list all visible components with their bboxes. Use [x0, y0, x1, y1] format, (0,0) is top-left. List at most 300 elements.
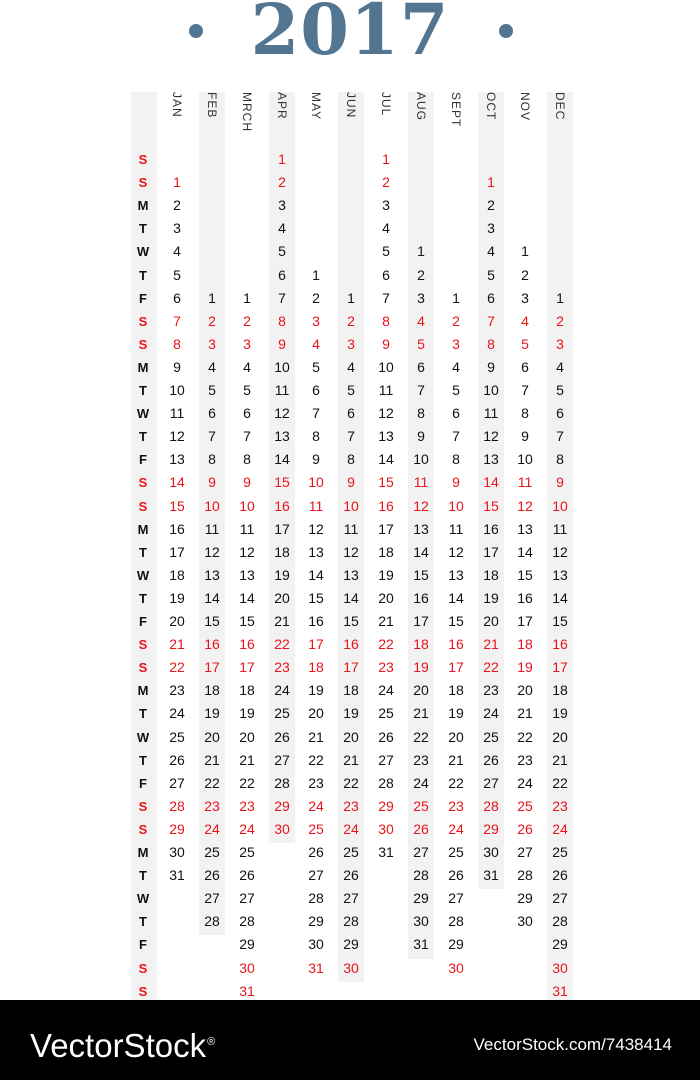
- weekday-label: M: [137, 845, 149, 860]
- day-cell: 21: [169, 636, 185, 653]
- day-cell: 27: [448, 890, 464, 907]
- day-cell: 18: [308, 659, 324, 676]
- day-cell: 31: [239, 982, 255, 999]
- day-cell: 4: [382, 220, 390, 237]
- day-cell: 15: [204, 613, 220, 629]
- day-cell: 1: [556, 289, 564, 306]
- day-cell: 25: [274, 705, 290, 722]
- day-cell: 21: [378, 613, 394, 629]
- day-cell: 29: [343, 936, 359, 953]
- day-cell: 24: [517, 774, 533, 791]
- day-cell: 19: [448, 705, 464, 722]
- day-cell: 7: [243, 428, 251, 445]
- day-cell: 5: [208, 382, 216, 398]
- day-cell: 29: [274, 797, 290, 814]
- day-cell: 14: [239, 589, 255, 606]
- day-cell: 25: [517, 797, 533, 814]
- day-cell: 16: [274, 497, 290, 514]
- day-cell: 15: [343, 613, 359, 629]
- weekday-label: M: [137, 521, 149, 537]
- weekday-label: T: [139, 544, 147, 560]
- day-cell: 29: [169, 820, 185, 837]
- day-cell: 12: [169, 428, 185, 445]
- day-cell: 12: [378, 405, 394, 422]
- day-cell: 15: [483, 497, 499, 514]
- day-cell: 7: [556, 428, 564, 445]
- day-cell: 27: [169, 774, 185, 791]
- day-cell: 7: [417, 382, 425, 398]
- day-cell: 2: [173, 197, 181, 214]
- day-cell: 6: [452, 405, 460, 422]
- day-cell: 26: [517, 820, 533, 837]
- day-cell: 28: [517, 867, 533, 884]
- day-cell: 8: [243, 451, 251, 468]
- day-cell: 23: [169, 682, 185, 699]
- day-cell: 23: [483, 682, 499, 699]
- day-cell: 14: [378, 451, 394, 468]
- day-cell: 17: [239, 659, 255, 676]
- day-cell: 28: [378, 774, 394, 791]
- day-cell: 9: [243, 474, 251, 491]
- weekday-label: S: [138, 498, 148, 514]
- day-cell: 29: [517, 890, 533, 907]
- day-cell: 28: [483, 797, 499, 814]
- day-cell: 13: [169, 451, 185, 468]
- day-cell: 19: [378, 566, 394, 583]
- weekday-label: F: [139, 290, 147, 306]
- day-cell: 4: [417, 312, 425, 329]
- day-cell: 10: [204, 497, 220, 514]
- day-cell: 21: [308, 728, 324, 745]
- day-cell: 23: [413, 751, 429, 768]
- day-cell: 11: [204, 520, 220, 537]
- day-cell: 16: [378, 497, 394, 514]
- day-cell: 24: [378, 682, 394, 699]
- day-cell: 21: [413, 705, 429, 722]
- day-cell: 9: [452, 474, 460, 491]
- day-cell: 25: [448, 844, 464, 860]
- day-cell: 25: [204, 844, 220, 860]
- day-cell: 30: [239, 959, 255, 976]
- day-cell: 12: [274, 405, 290, 422]
- day-cell: 21: [343, 751, 359, 768]
- day-cell: 12: [517, 497, 533, 514]
- day-cell: 5: [382, 243, 390, 260]
- day-cell: 4: [312, 335, 320, 352]
- day-cell: 2: [278, 174, 286, 191]
- day-cell: 26: [169, 751, 185, 768]
- day-cell: 15: [552, 613, 568, 629]
- day-cell: 10: [448, 497, 464, 514]
- day-cell: 31: [378, 844, 394, 860]
- day-cell: 20: [378, 589, 394, 606]
- day-cell: 28: [552, 913, 568, 930]
- day-cell: 4: [452, 358, 460, 375]
- day-cell: 3: [521, 289, 529, 306]
- day-cell: 26: [343, 867, 359, 884]
- day-cell: 28: [274, 774, 290, 791]
- weekday-label: S: [138, 960, 148, 976]
- day-cell: 23: [378, 659, 394, 676]
- day-cell: 14: [343, 589, 359, 606]
- day-cell: 20: [308, 705, 324, 722]
- day-cell: 6: [487, 289, 495, 306]
- day-cell: 8: [487, 335, 495, 352]
- weekday-label: S: [138, 637, 148, 653]
- day-cell: 26: [483, 751, 499, 768]
- day-cell: 24: [204, 820, 220, 837]
- day-cell: 20: [552, 728, 568, 745]
- watermark-footer: [0, 1000, 700, 1080]
- day-cell: 6: [278, 266, 286, 283]
- day-cell: 7: [278, 289, 286, 306]
- day-cell: 16: [204, 636, 220, 653]
- weekday-label: S: [138, 336, 148, 352]
- day-cell: 5: [347, 382, 355, 398]
- day-cell: 2: [556, 312, 564, 329]
- weekday-label: T: [139, 383, 147, 398]
- day-cell: 8: [556, 451, 564, 468]
- day-cell: 30: [378, 820, 394, 837]
- day-cell: 11: [169, 405, 185, 422]
- day-cell: 26: [239, 867, 255, 884]
- day-cell: 19: [204, 705, 220, 722]
- day-cell: 30: [552, 959, 568, 976]
- day-cell: 17: [343, 659, 359, 676]
- day-cell: 13: [343, 566, 359, 583]
- day-cell: 5: [556, 382, 564, 398]
- day-cell: 11: [308, 497, 324, 514]
- day-cell: 4: [521, 312, 529, 329]
- day-cell: 15: [274, 474, 290, 491]
- month-header-mrch: MRCH: [240, 92, 254, 132]
- day-cell: 20: [239, 728, 255, 745]
- day-cell: 26: [204, 867, 220, 884]
- day-cell: 9: [417, 428, 425, 445]
- weekday-label: W: [136, 244, 150, 260]
- day-cell: 17: [274, 520, 290, 537]
- brand-name: VectorStock: [30, 1027, 207, 1064]
- day-cell: 11: [448, 520, 464, 537]
- day-cell: 24: [448, 820, 464, 837]
- day-cell: 2: [417, 266, 425, 283]
- day-cell: 18: [448, 682, 464, 699]
- day-cell: 1: [452, 289, 460, 306]
- day-cell: 5: [452, 382, 460, 398]
- stock-id: VectorStock.com/7438414: [473, 1035, 672, 1054]
- day-cell: 29: [239, 936, 255, 953]
- day-cell: 15: [239, 613, 255, 629]
- day-cell: 14: [413, 543, 429, 560]
- day-cell: 19: [343, 705, 359, 722]
- day-cell: 17: [204, 659, 220, 676]
- day-cell: 30: [517, 913, 533, 930]
- day-cell: 24: [413, 774, 429, 791]
- day-cell: 20: [274, 589, 290, 606]
- day-cell: 14: [308, 566, 324, 583]
- day-cell: 1: [278, 151, 286, 167]
- day-cell: 5: [521, 335, 529, 352]
- day-cell: 10: [517, 451, 533, 468]
- day-cell: 7: [173, 312, 181, 329]
- weekday-label: S: [138, 660, 148, 676]
- day-cell: 30: [169, 844, 185, 860]
- day-cell: 12: [204, 543, 220, 560]
- day-cell: 29: [413, 890, 429, 907]
- day-cell: 1: [487, 174, 495, 191]
- day-cell: 7: [382, 289, 390, 306]
- day-cell: 13: [308, 543, 324, 560]
- day-cell: 15: [448, 613, 464, 629]
- day-cell: 24: [169, 705, 185, 722]
- day-cell: 28: [413, 867, 429, 884]
- day-cell: 5: [243, 382, 251, 398]
- day-cell: 12: [308, 520, 324, 537]
- day-cell: 24: [274, 682, 290, 699]
- day-cell: 15: [517, 566, 533, 583]
- day-cell: 4: [208, 358, 216, 375]
- month-header-sept: SEPT: [449, 92, 463, 128]
- day-cell: 24: [308, 797, 324, 814]
- day-cell: 25: [169, 728, 185, 745]
- day-cell: 10: [169, 382, 185, 398]
- day-cell: 28: [343, 913, 359, 930]
- day-cell: 9: [208, 474, 216, 491]
- day-cell: 1: [312, 266, 320, 283]
- day-cell: 1: [521, 243, 529, 260]
- weekday-label: F: [139, 614, 147, 629]
- weekday-label: W: [136, 729, 150, 745]
- day-cell: 16: [343, 636, 359, 653]
- day-cell: 5: [278, 243, 286, 260]
- weekday-label: S: [138, 152, 148, 167]
- day-cell: 23: [308, 774, 324, 791]
- day-cell: 21: [239, 751, 255, 768]
- day-cell: 4: [173, 243, 181, 260]
- day-cell: 31: [552, 982, 568, 999]
- day-cell: 14: [169, 474, 185, 491]
- day-cell: 24: [483, 705, 499, 722]
- month-header-oct: OCT: [484, 92, 498, 121]
- day-cell: 8: [312, 428, 320, 445]
- day-cell: 7: [347, 428, 355, 445]
- day-cell: 22: [204, 774, 220, 791]
- day-cell: 24: [239, 820, 255, 837]
- day-cell: 22: [552, 774, 568, 791]
- day-cell: 20: [413, 682, 429, 699]
- day-cell: 3: [173, 220, 181, 237]
- day-cell: 12: [552, 543, 568, 560]
- day-cell: 20: [169, 613, 185, 629]
- day-cell: 25: [483, 728, 499, 745]
- day-cell: 8: [382, 312, 390, 329]
- day-cell: 3: [452, 335, 460, 352]
- day-cell: 19: [274, 566, 290, 583]
- day-cell: 22: [343, 774, 359, 791]
- day-cell: 15: [413, 566, 429, 583]
- day-cell: 11: [343, 520, 359, 537]
- day-cell: 17: [413, 613, 429, 629]
- day-cell: 29: [448, 936, 464, 953]
- day-cell: 8: [278, 312, 286, 329]
- day-cell: 14: [552, 589, 568, 606]
- day-cell: 14: [517, 543, 533, 560]
- day-cell: 8: [208, 451, 216, 468]
- weekday-label: F: [139, 937, 147, 953]
- weekday-label: T: [139, 752, 147, 768]
- day-cell: 17: [552, 659, 568, 676]
- day-cell: 16: [517, 589, 533, 606]
- day-cell: 3: [382, 197, 390, 214]
- month-header-feb: FEB: [205, 92, 219, 119]
- day-cell: 18: [552, 682, 568, 699]
- day-cell: 29: [483, 820, 499, 837]
- day-cell: 30: [274, 820, 290, 837]
- day-cell: 14: [204, 589, 220, 606]
- day-cell: 3: [243, 335, 251, 352]
- day-cell: 10: [483, 382, 499, 398]
- day-cell: 23: [448, 797, 464, 814]
- day-cell: 20: [204, 728, 220, 745]
- day-cell: 20: [483, 613, 499, 629]
- weekday-label: S: [138, 175, 148, 191]
- day-cell: 10: [413, 451, 429, 468]
- day-cell: 2: [347, 312, 355, 329]
- weekday-label: M: [137, 683, 149, 699]
- day-cell: 16: [448, 636, 464, 653]
- weekday-label: T: [139, 221, 147, 237]
- day-cell: 18: [483, 566, 499, 583]
- day-cell: 25: [378, 705, 394, 722]
- weekday-label: T: [139, 267, 147, 283]
- day-cell: 15: [169, 497, 185, 514]
- day-cell: 25: [552, 844, 568, 860]
- month-header-jul: JUL: [379, 92, 393, 117]
- day-cell: 12: [483, 428, 499, 445]
- day-cell: 6: [382, 266, 390, 283]
- day-cell: 3: [312, 312, 320, 329]
- day-cell: 2: [208, 312, 216, 329]
- day-cell: 20: [343, 728, 359, 745]
- day-cell: 22: [274, 636, 290, 653]
- day-cell: 4: [347, 358, 355, 375]
- day-cell: 29: [308, 913, 324, 930]
- day-cell: 8: [452, 451, 460, 468]
- day-cell: 22: [483, 659, 499, 676]
- weekday-label: T: [139, 868, 147, 884]
- day-cell: 16: [308, 613, 324, 629]
- day-cell: 13: [448, 566, 464, 583]
- day-cell: 24: [552, 820, 568, 837]
- month-header-apr: APR: [275, 92, 289, 120]
- month-header-jun: JUN: [344, 92, 358, 119]
- day-cell: 1: [208, 289, 216, 306]
- day-cell: 5: [173, 266, 181, 283]
- day-cell: 7: [487, 312, 495, 329]
- day-cell: 27: [274, 751, 290, 768]
- day-cell: 10: [274, 358, 290, 375]
- weekday-label: T: [139, 914, 147, 930]
- day-cell: 5: [312, 358, 320, 375]
- brand-logo: [30, 1022, 215, 1066]
- day-cell: 18: [239, 682, 255, 699]
- day-cell: 2: [243, 312, 251, 329]
- day-cell: 19: [308, 682, 324, 699]
- day-cell: 6: [173, 289, 181, 306]
- day-cell: 25: [413, 797, 429, 814]
- day-cell: 12: [448, 543, 464, 560]
- day-cell: 23: [552, 797, 568, 814]
- weekday-label: M: [137, 198, 149, 214]
- day-cell: 17: [308, 636, 324, 653]
- day-cell: 12: [413, 497, 429, 514]
- day-cell: 13: [552, 566, 568, 583]
- day-cell: 6: [208, 405, 216, 422]
- day-cell: 26: [308, 844, 324, 860]
- weekday-label: T: [139, 590, 147, 606]
- day-cell: 21: [204, 751, 220, 768]
- weekday-label: W: [136, 891, 150, 907]
- day-cell: 19: [517, 659, 533, 676]
- day-cell: 7: [208, 428, 216, 445]
- day-cell: 27: [517, 844, 533, 860]
- day-cell: 3: [556, 335, 564, 352]
- day-cell: 11: [517, 474, 533, 491]
- day-cell: 5: [417, 335, 425, 352]
- day-cell: 26: [552, 867, 568, 884]
- day-cell: 28: [204, 913, 220, 930]
- day-cell: 4: [487, 243, 495, 260]
- day-cell: 16: [239, 636, 255, 653]
- day-cell: 13: [274, 428, 290, 445]
- day-cell: 14: [274, 451, 290, 468]
- day-cell: 1: [173, 174, 181, 191]
- day-cell: 2: [312, 289, 320, 306]
- day-cell: 17: [378, 520, 394, 537]
- month-header-nov: NOV: [518, 92, 532, 122]
- day-cell: 18: [517, 636, 533, 653]
- registered-mark: ®: [207, 1036, 216, 1048]
- day-cell: 23: [274, 659, 290, 676]
- day-cell: 7: [312, 405, 320, 422]
- day-cell: 27: [239, 890, 255, 907]
- weekday-label: F: [139, 775, 147, 791]
- day-cell: 4: [556, 358, 564, 375]
- month-header-dec: DEC: [553, 92, 567, 121]
- day-cell: 21: [552, 751, 568, 768]
- day-cell: 11: [483, 405, 499, 422]
- day-cell: 12: [343, 543, 359, 560]
- day-cell: 10: [308, 474, 324, 491]
- day-cell: 19: [483, 589, 499, 606]
- day-cell: 26: [274, 728, 290, 745]
- day-cell: 20: [517, 682, 533, 699]
- day-cell: 11: [413, 474, 429, 491]
- weekday-label: W: [136, 406, 150, 422]
- day-cell: 22: [239, 774, 255, 791]
- day-cell: 25: [343, 844, 359, 860]
- day-cell: 10: [378, 358, 394, 375]
- day-cell: 30: [413, 913, 429, 930]
- day-cell: 17: [448, 659, 464, 676]
- day-cell: 18: [169, 566, 185, 583]
- day-cell: 6: [312, 382, 320, 398]
- day-cell: 31: [413, 936, 429, 953]
- day-cell: 28: [169, 797, 185, 814]
- day-cell: 15: [308, 589, 324, 606]
- day-cell: 8: [173, 335, 181, 352]
- day-cell: 28: [448, 913, 464, 930]
